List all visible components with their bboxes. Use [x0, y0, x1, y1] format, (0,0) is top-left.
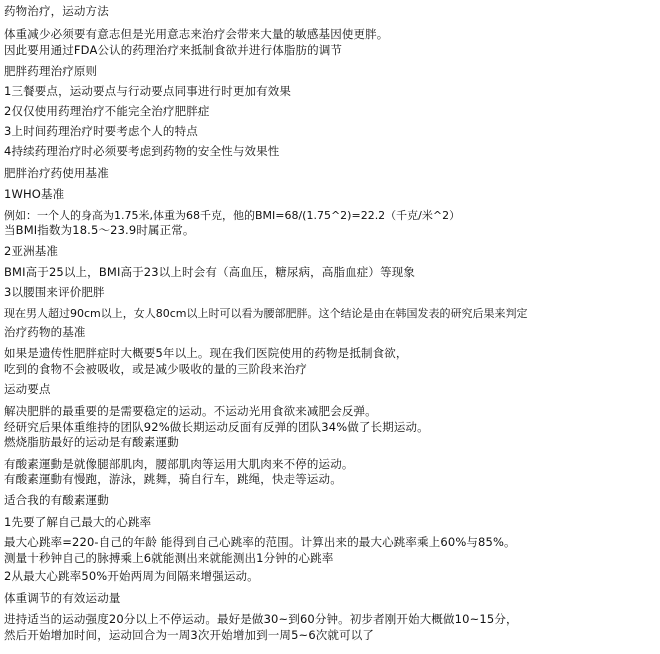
text-line: BMI高于25以上，BMI高于23以上时会有（高血压，糖尿病，高脂血症）等现象 — [4, 265, 416, 279]
subsection-heading: 1WHO基准 — [4, 187, 65, 201]
text-line: 因此要用通过FDA公认的药理治疗来抵制食欲并进行体脂肪的调节 — [4, 43, 343, 57]
subsection-heading: 3以腰围来评价肥胖 — [4, 285, 105, 299]
text-line: 有酸素運動是就像腿部肌肉，腰部肌肉等运用大肌肉来不停的运动。 — [4, 457, 354, 471]
section-heading: 适合我的有酸素運動 — [4, 493, 109, 507]
text-line: 燃烧脂肪最好的运动是有酸素運動 — [4, 435, 179, 449]
section-heading: 治疗药物的基准 — [4, 325, 86, 339]
page-title: 药物治疗，运动方法 — [4, 4, 109, 18]
text-line: 现在男人超过90cm以上，女人80cm以上时可以看为腰部肥胖。这个结论是由在韩国发表的研究后果来判定 — [4, 307, 528, 320]
list-item: 2从最大心跳率50%开始两周为间隔来增强运动。 — [4, 569, 259, 583]
section-heading: 肥胖药理治疗原则 — [4, 64, 98, 78]
text-line: 例如：一个人的身高为1.75米,体重为68千克，他的BMI=68/(1.75^2)=22.2（千克/米^2） — [4, 209, 461, 222]
text-line: 体重减少必须要有意志但是光用意志来治疗会带来大量的敏感基因使更胖。 — [4, 27, 389, 41]
text-line: 测量十秒钟自己的脉搏乘上6就能测出来就能测出1分钟的心跳率 — [4, 551, 334, 565]
text-line: 进持适当的运动强度20分以上不停运动。最好是做30~到60分钟。初步者刚开始大概做10~15分， — [4, 612, 518, 626]
text-line: 当BMI指数为18.5～23.9时属正常。 — [4, 223, 195, 237]
list-item: 4持续药理治疗时必须要考虑到药物的安全性与效果性 — [4, 144, 280, 158]
text-line: 最大心跳率=220-自己的年龄 能得到自己心跳率的范围。计算出来的最大心跳率乘上60%与85%。 — [4, 535, 516, 549]
subsection-heading: 2亚洲基准 — [4, 244, 59, 258]
text-line: 解决肥胖的最重要的是需要稳定的运动。不运动光用食欲来减肥会反弹。 — [4, 404, 377, 418]
text-line: 有酸素運動有慢跑，游泳，跳舞，骑自行车，跳绳，快走等运动。 — [4, 472, 342, 486]
section-heading: 肥胖治疗药使用基准 — [4, 166, 109, 180]
text-line: 经研究后果体重维持的团队92%做长期运动反面有反弹的团队34%做了长期运动。 — [4, 420, 429, 434]
list-item: 3上时间药理治疗时要考虑个人的特点 — [4, 124, 198, 138]
text-line: 然后开始增加时间，运动回合为一周3次开始增加到一周5~6次就可以了 — [4, 628, 375, 642]
list-item: 2仅仅使用药理治疗不能完全治疗肥胖症 — [4, 104, 210, 118]
list-item: 1三餐要点，运动要点与行动要点同事进行时更加有效果 — [4, 84, 292, 98]
text-line: 如果是遗传性肥胖症时大概要5年以上。现在我们医院使用的药物是抵制食欲， — [4, 346, 408, 360]
list-item: 1先要了解自己最大的心跳率 — [4, 515, 152, 529]
text-line: 吃到的食物不会被吸收，或是减少吸收的量的三阶段来治疗 — [4, 362, 307, 376]
section-heading: 运动要点 — [4, 382, 51, 396]
section-heading: 体重调节的有效运动量 — [4, 591, 121, 605]
